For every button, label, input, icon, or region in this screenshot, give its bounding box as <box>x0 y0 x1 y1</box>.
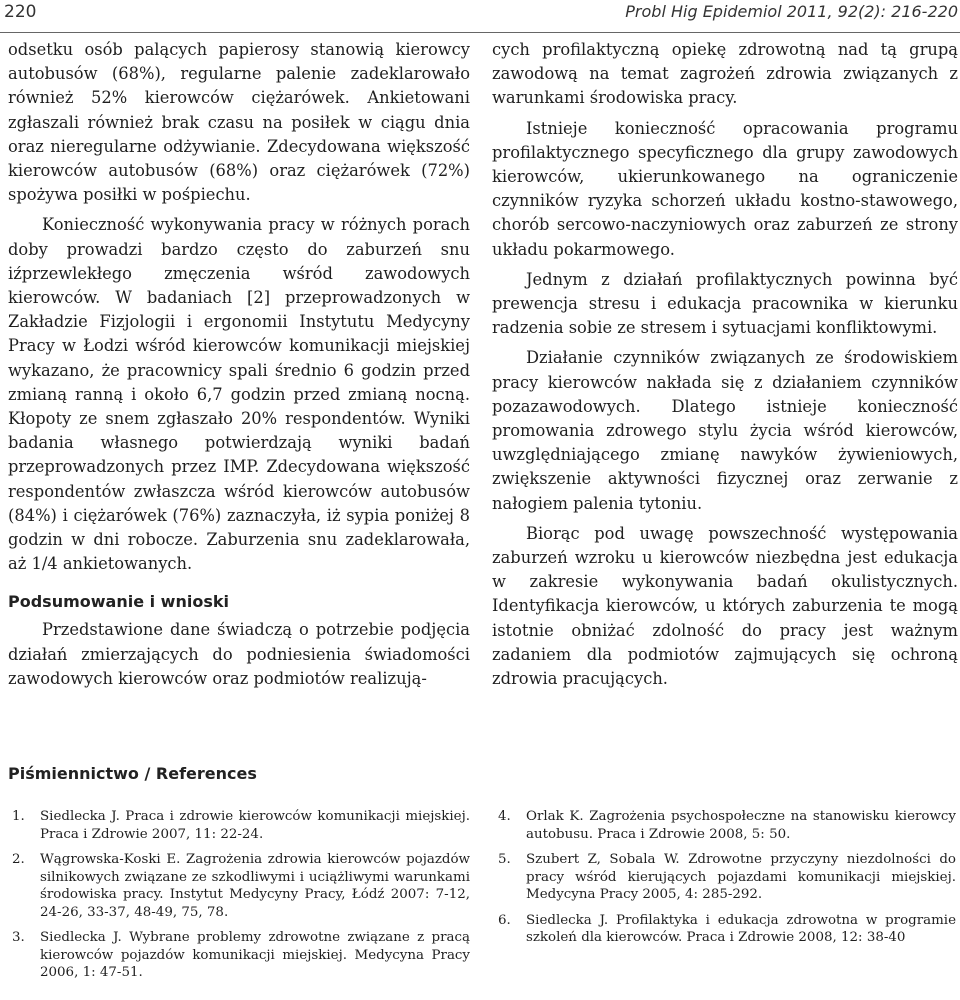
body-paragraph: Jednym z działań profilaktycznych powinna być prewencja stresu i edukacja pracownika w kierunku radzenia sobie ze stresem i sytuacjami konfliktowymi. <box>492 269 958 338</box>
reference-item <box>8 808 470 843</box>
reference-list-right <box>494 808 956 955</box>
reference-number: 4. <box>498 809 511 824</box>
body-paragraph: cych profilaktyczną opiekę zdrowotną nad tą grupą zawodową na temat zagrożeń zdrowia związanych z warunkami środowiska pracy. <box>492 40 958 108</box>
reference-text: Wągrowska-Koski E. Zagrożenia zdrowia kierowców pojazdów silnikowych związane ze szkodliwymi i uciążliwymi warunkami środowiska pracy. Instytut Medycyny Pracy, Łódź 2007: 7-12, 24-26, 33-37, 48-49, 75, 78. <box>40 852 470 920</box>
reference-number: 5. <box>498 852 511 867</box>
right-column <box>492 38 958 697</box>
body-paragraph: Przedstawione dane świadczą o potrzebie podjęcia działań zmierzających do podniesienia świadomości zawodowych kierowców oraz podmiotów realizują- <box>8 620 470 688</box>
section-heading: Podsumowanie i wnioski <box>8 592 229 612</box>
reference-text: Orlak K. Zagrożenia psychospołeczne na stanowisku kierowcy autobusu. Praca i Zdrowie 2008, 5: 50. <box>526 809 956 842</box>
reference-text: Siedlecka J. Wybrane problemy zdrowotne związane z pracą kierowców pojazdów komunikacji miejskiej. Medycyna Pracy 2006, 1: 47-51. <box>40 930 470 980</box>
body-paragraph: Biorąc pod uwagę powszechność występowania zaburzeń wzroku u kierowców niezbędna jest edukacja w zakresie wykonywania badań okulistycznych. Identyfikacja kierowców, u których zaburzenia te mogą istotnie obniżać zdolność do pracy jest ważnym zadaniem dla podmiotów zajmujących się ochroną zdrowia pracujących. <box>492 523 958 689</box>
body-paragraph: Działanie czynników związanych ze środowiskiem pracy kierowców nakłada się z działaniem czynników pozazawodowych. Dlatego istnieje konieczność promowania zdrowego stylu życia wśród kierowców, uwzględniającego zmianę nawyków żywieniowych, zwiększenie aktywności fizycznej oraz zerwanie z nałogiem palenia tytoniu. <box>492 348 958 513</box>
page-number: 220 <box>4 2 37 22</box>
reference-item <box>494 808 956 843</box>
reference-number: 3. <box>12 930 25 945</box>
body-paragraph: odsetku osób palących papierosy stanowią kierowcy autobusów (68%), regularne palenie zadeklarowało również 52% kierowców ciężarówek. Ankietowani zgłaszali również brak czasu na posiłek w ciągu dnia oraz nieregularne odżywianie. Zdecydowana większość kierowców autobusów (68%) oraz ciężarówek (72%) spożywa posiłki w pośpiechu. <box>8 40 470 205</box>
body-paragraph: Konieczność wykonywania pracy w różnych porach doby prowadzi bardzo często do zaburzeń snu iźprzewlekłego zmęczenia wśród zawodowych kierowców. W badaniach [2] przeprowadzonych w Zakładzie Fizjologii i ergonomii Instytutu Medycyny Pracy w Łodzi wśród kierowców komunikacji miejskiej wykazano, że pracownicy spali średnio 6 godzin przed zmianą ranną i około 6,7 godzin przed zmianą nocną. Kłopoty ze snem zgłaszało 20% respondentów. Wyniki badania własnego potwierdzają wyniki badań przeprowadzonych przez IMP. Zdecydowana większość respondentów zwłaszcza wśród kierowców autobusów (84%) i ciężarówek (76%) zaznaczyła, iż sypia poniżej 8 godzin w dni robocze. Zaburzenia snu zadeklarowała, aż 1/4 ankietowanych. <box>8 215 470 574</box>
reference-text: Szubert Z, Sobala W. Zdrowotne przyczyny niezdolności do pracy wśród kierujących pojazdami komunikacji miejskiej. Medycyna Pracy 2005, 4: 285-292. <box>526 852 956 902</box>
reference-text: Siedlecka J. Praca i zdrowie kierowców komunikacji miejskiej. Praca i Zdrowie 2007, 11: 22-24. <box>40 809 470 842</box>
body-paragraph: Istnieje konieczność opracowania programu profilaktycznego specyficznego dla grupy zawodowych kierowców, ukierunkowanego na ograniczenie czynników ryzyka schorzeń układu kostno-stawowego, chorób sercowo-naczyniowych oraz zaburzeń ze strony układu pokarmowego. <box>492 118 958 259</box>
reference-text: Siedlecka J. Profilaktyka i edukacja zdrowotna w programie szkoleń dla kierowców. Praca i Zdrowie 2008, 12: 38-40 <box>526 912 956 945</box>
reference-list-left <box>8 808 470 990</box>
left-column <box>8 38 470 691</box>
reference-number: 2. <box>12 852 25 867</box>
reference-item <box>8 851 470 921</box>
reference-number: 6. <box>498 912 511 928</box>
page-header <box>0 0 960 33</box>
reference-item <box>494 851 956 904</box>
journal-reference: Probl Hig Epidemiol 2011, 92(2): 216-220 <box>625 2 958 21</box>
reference-item <box>8 929 470 982</box>
references-heading: Piśmiennictwo / References <box>8 764 257 783</box>
reference-number: 1. <box>12 809 25 824</box>
reference-item <box>494 912 956 947</box>
